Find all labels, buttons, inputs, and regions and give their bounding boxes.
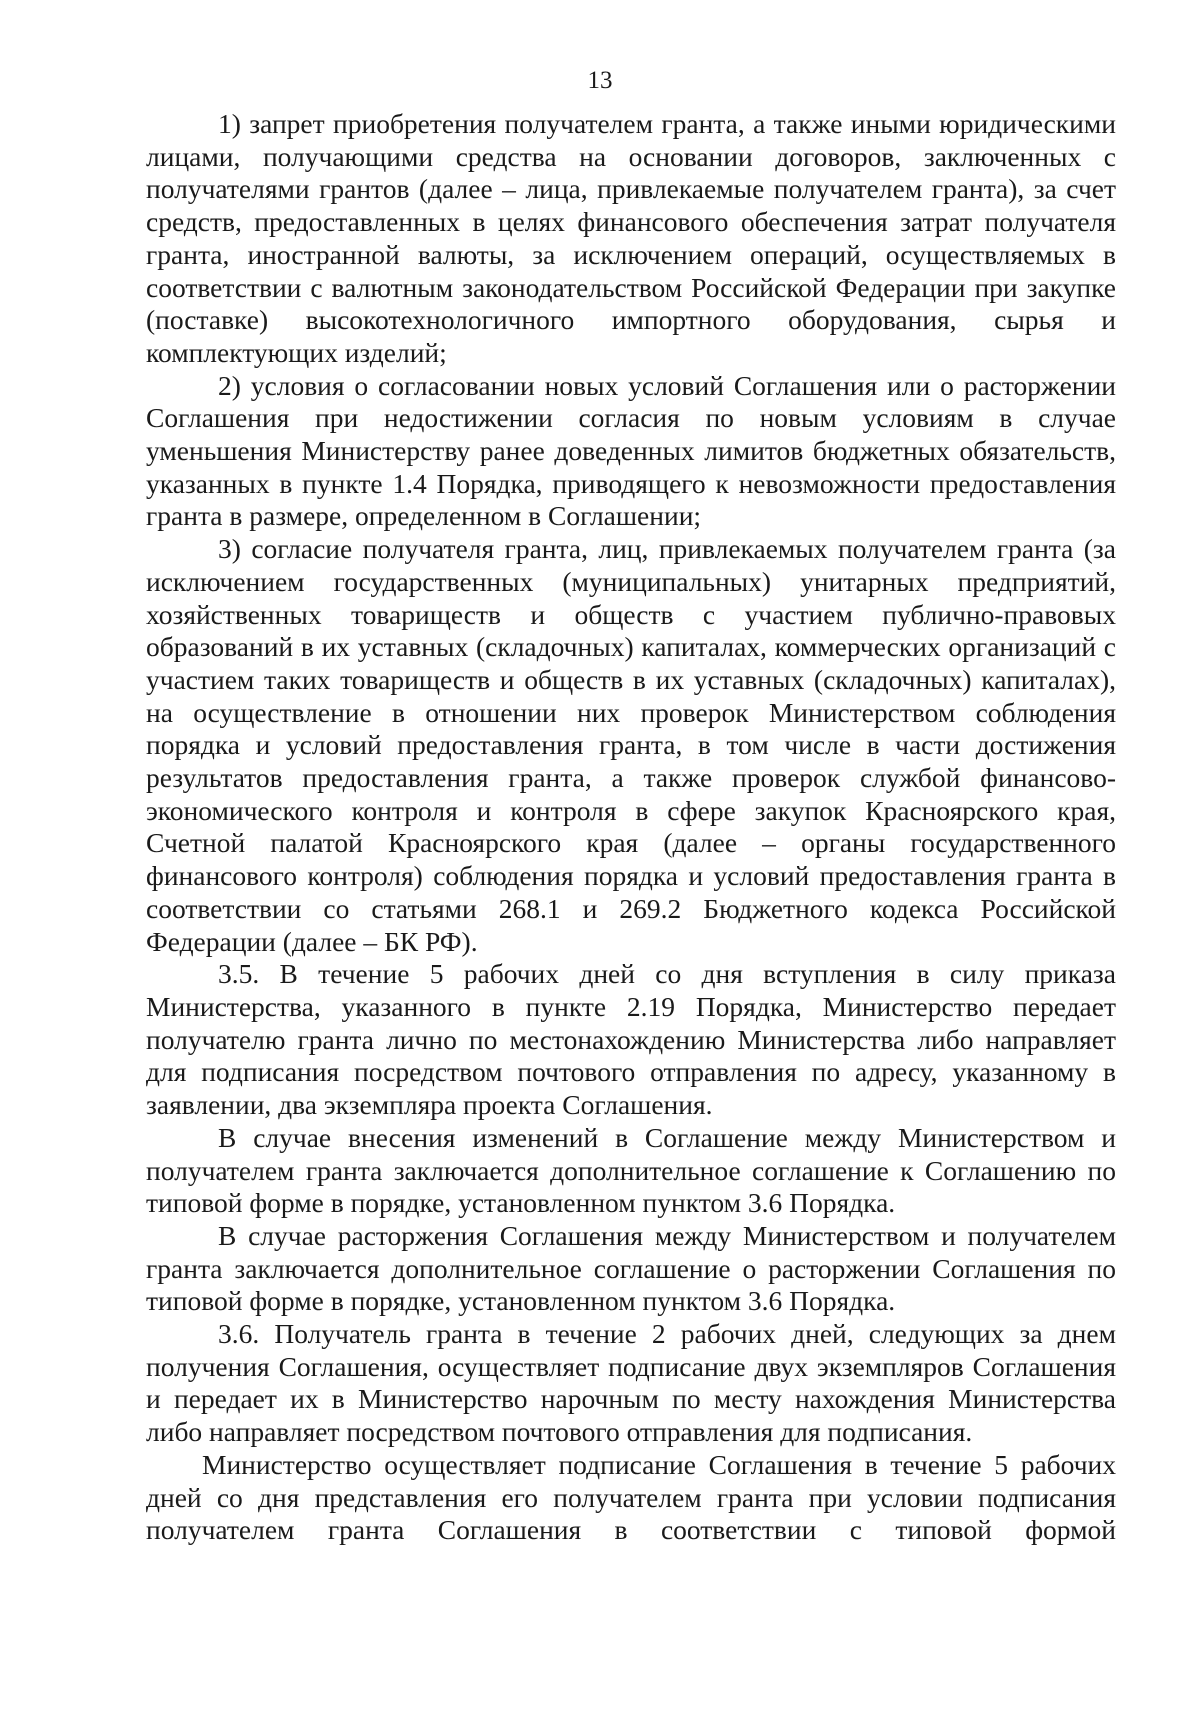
page-number: 13 bbox=[587, 67, 613, 94]
document-body bbox=[146, 108, 1116, 1547]
paragraph-item-3: 3) согласие получателя гранта, лиц, привлекаемых получателем гранта (за исключением государственных (муниципальных) унитарных предприятий, хозяйственных товариществ и обществ с участием публично-правовых образований в их уставных (складочных) капиталах, коммерческих организаций с участием таких товариществ и обществ в их уставных (складочных) капиталах), на осуществление в отношении них проверок Министерством соблюдения порядка и условий предоставления гранта, в том числе в части достижения результатов предоставления гранта, а также проверок службой финансово-экономического контроля и контроля в сфере закупок Красноярского края, Счетной палатой Красноярского края (далее – органы государственного финансового контроля) соблюдения порядка и условий предоставления гранта в соответствии со статьями 268.1 и 269.2 Бюджетного кодекса Российской Федерации (далее – БК РФ). bbox=[146, 533, 1116, 957]
paragraph-item-1: 1) запрет приобретения получателем гранта, а также иными юридическими лицами, получающими средства на основании договоров, заключенных с получателями грантов (далее – лица, привлекаемые получателем гранта), за счет средств, предоставленных в целях финансового обеспечения затрат получателя гранта, иностранной валюты, за исключением операций, осуществляемых в соответствии с валютным законодательством Российской Федерации при закупке (поставке) высокотехнологичного импортного оборудования, сырья и комплектующих изделий; bbox=[146, 108, 1116, 368]
paragraph-3-5: 3.5. В течение 5 рабочих дней со дня вступления в силу приказа Министерства, указанного в пункте 2.19 Порядка, Министерство передает получателю гранта лично по местонахождению Министерства либо направляет для подписания посредством почтового отправления по адресу, указанному в заявлении, два экземпляра проекта Соглашения. bbox=[146, 958, 1116, 1121]
paragraph-termination: В случае расторжения Соглашения между Министерством и получателем гранта заключается дополнительное соглашение о расторжении Соглашения по типовой форме в порядке, установленном пунктом 3.6 Порядка. bbox=[146, 1219, 1116, 1317]
paragraph-ministry-signing: Министерство осуществляет подписание Соглашения в течение 5 рабочих дней со дня представления его получателем гранта при условии подписания получателем гранта Соглашения в соответствии с типовой формой bbox=[146, 1448, 1116, 1546]
paragraph-amendment: В случае внесения изменений в Соглашение между Министерством и получателем гранта заключается дополнительное соглашение к Соглашению по типовой форме в порядке, установленном пунктом 3.6 Порядка. bbox=[146, 1121, 1116, 1219]
paragraph-item-2: 2) условия о согласовании новых условий Соглашения или о расторжении Соглашения при недостижении согласия по новым условиям в случае уменьшения Министерству ранее доведенных лимитов бюджетных обязательств, указанных в пункте 1.4 Порядка, приводящего к невозможности предоставления гранта в размере, определенном в Соглашении; bbox=[146, 369, 1116, 532]
paragraph-3-6: 3.6. Получатель гранта в течение 2 рабочих дней, следующих за днем получения Соглашения, осуществляет подписание двух экземпляров Соглашения и передает их в Министерство нарочным по месту нахождения Министерства либо направляет посредством почтового отправления для подписания. bbox=[146, 1318, 1116, 1448]
